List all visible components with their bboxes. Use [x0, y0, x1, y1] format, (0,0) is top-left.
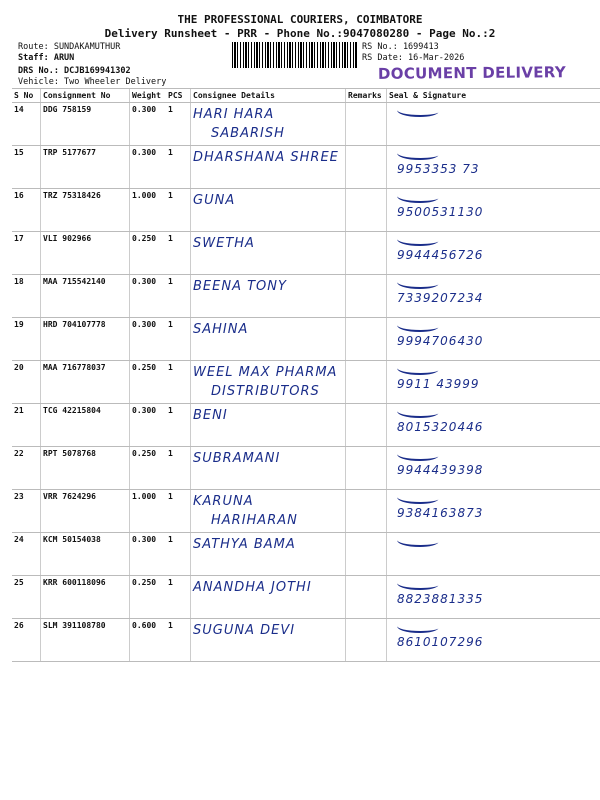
consignee-name-line1: ANANDHA JOTHI	[193, 580, 312, 595]
row-sno: 14	[12, 103, 41, 146]
row-pcs: 1	[166, 619, 191, 662]
row-consignment-no: DDG 758159	[41, 103, 130, 146]
row-signature	[387, 103, 600, 146]
vehicle-label: Vehicle: Two Wheeler Delivery	[18, 77, 167, 87]
row-remarks	[346, 404, 387, 447]
row-weight: 0.250	[130, 447, 167, 490]
table-row	[12, 146, 600, 189]
row-remarks	[346, 275, 387, 318]
row-consignee	[191, 318, 346, 361]
row-weight: 0.300	[130, 318, 167, 361]
row-weight: 1.000	[130, 490, 167, 533]
row-consignment-no: MAA 715542140	[41, 275, 130, 318]
row-sno: 16	[12, 189, 41, 232]
rs-date: RS Date: 16-Mar-2026	[362, 53, 465, 63]
row-sno: 24	[12, 533, 41, 576]
drs-label: DRS No.: DCJB169941302	[18, 66, 131, 76]
table-row	[12, 576, 600, 619]
row-consignment-no: TRP 5177677	[41, 146, 130, 189]
consignee-name-line1: SAHINA	[193, 322, 249, 337]
signature-scribble	[395, 234, 441, 246]
col-weight: Weight	[130, 89, 167, 103]
row-consignment-no: HRD 704107778	[41, 318, 130, 361]
signature-phone: 8015320446	[397, 420, 484, 434]
row-sno: 15	[12, 146, 41, 189]
table-row	[12, 189, 600, 232]
row-signature	[387, 576, 600, 619]
row-signature	[387, 447, 600, 490]
row-consignee	[191, 447, 346, 490]
row-sno: 22	[12, 447, 41, 490]
row-remarks	[346, 189, 387, 232]
row-consignee	[191, 361, 346, 404]
table-row	[12, 533, 600, 576]
signature-scribble	[395, 277, 441, 289]
row-weight: 0.600	[130, 619, 167, 662]
signature-scribble	[395, 148, 441, 160]
table-row	[12, 275, 600, 318]
table-row	[12, 447, 600, 490]
signature-phone: 8610107296	[397, 635, 484, 649]
consignee-name-line2: DISTRIBUTORS	[211, 384, 320, 399]
row-remarks	[346, 361, 387, 404]
row-weight: 0.250	[130, 361, 167, 404]
row-weight: 0.300	[130, 404, 167, 447]
signature-phone: 7339207234	[397, 291, 484, 305]
col-consignee: Consignee Details	[191, 89, 346, 103]
row-pcs: 1	[166, 275, 191, 318]
row-signature	[387, 533, 600, 576]
table-row	[12, 318, 600, 361]
row-sno: 19	[12, 318, 41, 361]
row-remarks	[346, 318, 387, 361]
row-consignee	[191, 232, 346, 275]
signature-scribble	[395, 363, 441, 375]
consignee-name-line1: HARI HARA	[193, 107, 275, 122]
signature-phone: 9944439398	[397, 463, 484, 477]
document-delivery-stamp: DOCUMENT DELIVERY	[377, 63, 567, 83]
row-consignment-no: TRZ 75318426	[41, 189, 130, 232]
row-sno: 18	[12, 275, 41, 318]
table-row	[12, 619, 600, 662]
row-weight: 0.250	[130, 232, 167, 275]
row-sno: 23	[12, 490, 41, 533]
row-consignment-no: VLI 902966	[41, 232, 130, 275]
consignee-name-line1: SUBRAMANI	[193, 451, 281, 466]
row-signature	[387, 404, 600, 447]
signature-phone: 9953353 73	[397, 162, 480, 176]
row-weight: 0.300	[130, 275, 167, 318]
row-remarks	[346, 576, 387, 619]
route-label: Route: SUNDAKAMUTHUR	[18, 42, 121, 52]
consignee-name-line1: BEENA TONY	[193, 279, 287, 294]
row-consignee	[191, 404, 346, 447]
row-consignment-no: MAA 716778037	[41, 361, 130, 404]
signature-scribble	[395, 191, 441, 203]
row-remarks	[346, 447, 387, 490]
row-pcs: 1	[166, 189, 191, 232]
signature-phone: 8823881335	[397, 592, 484, 606]
signature-scribble	[395, 535, 441, 547]
consignee-name-line1: SATHYA BAMA	[193, 537, 296, 552]
row-consignee	[191, 576, 346, 619]
row-consignee	[191, 490, 346, 533]
signature-scribble	[395, 492, 441, 504]
signature-phone: 9500531130	[397, 205, 484, 219]
row-remarks	[346, 232, 387, 275]
signature-scribble	[395, 449, 441, 461]
row-weight: 0.300	[130, 103, 167, 146]
row-pcs: 1	[166, 146, 191, 189]
consignee-name-line1: DHARSHANA SHREE	[193, 150, 339, 165]
staff-label: Staff: ARUN	[18, 53, 75, 63]
row-consignment-no: TCG 42215804	[41, 404, 130, 447]
runsheet-table	[12, 88, 600, 662]
consignee-name-line1: BENI	[193, 408, 228, 423]
col-remarks: Remarks	[346, 89, 387, 103]
row-pcs: 1	[166, 318, 191, 361]
row-remarks	[346, 490, 387, 533]
row-consignee	[191, 275, 346, 318]
row-sno: 21	[12, 404, 41, 447]
consignee-name-line2: HARIHARAN	[211, 513, 298, 528]
consignee-name-line1: WEEL MAX PHARMA	[193, 365, 338, 380]
row-consignment-no: KRR 600118096	[41, 576, 130, 619]
col-consignment: Consignment No	[41, 89, 130, 103]
signature-scribble	[395, 105, 441, 117]
table-header-row	[12, 89, 600, 103]
signature-scribble	[395, 406, 441, 418]
row-sno: 26	[12, 619, 41, 662]
consignee-name-line1: SUGUNA DEVI	[193, 623, 296, 638]
signature-phone: 9994706430	[397, 334, 484, 348]
signature-phone: 9944456726	[397, 248, 484, 262]
col-sno: S No	[12, 89, 41, 103]
consignee-name-line1: KARUNA	[193, 494, 254, 509]
col-pcs: PCS	[166, 89, 191, 103]
row-consignment-no: SLM 391108780	[41, 619, 130, 662]
consignee-name-line1: SWETHA	[193, 236, 255, 251]
row-remarks	[346, 146, 387, 189]
signature-scribble	[395, 578, 441, 590]
signature-phone: 9384163873	[397, 506, 484, 520]
row-pcs: 1	[166, 490, 191, 533]
row-signature	[387, 146, 600, 189]
row-signature	[387, 318, 600, 361]
table-row	[12, 361, 600, 404]
row-remarks	[346, 619, 387, 662]
row-signature	[387, 232, 600, 275]
row-sno: 17	[12, 232, 41, 275]
row-signature	[387, 275, 600, 318]
row-pcs: 1	[166, 447, 191, 490]
company-title: THE PROFESSIONAL COURIERS, COIMBATORE	[177, 13, 423, 26]
row-signature	[387, 189, 600, 232]
row-consignee	[191, 533, 346, 576]
runsheet-subtitle: Delivery Runsheet - PRR - Phone No.:9047080280 - Page No.:2	[104, 27, 496, 40]
row-weight: 1.000	[130, 189, 167, 232]
row-consignment-no: VRR 7624296	[41, 490, 130, 533]
table-row	[12, 103, 600, 146]
row-sno: 20	[12, 361, 41, 404]
table-row	[12, 404, 600, 447]
row-signature	[387, 361, 600, 404]
row-sno: 25	[12, 576, 41, 619]
row-weight: 0.250	[130, 576, 167, 619]
signature-scribble	[395, 320, 441, 332]
table-row	[12, 232, 600, 275]
row-pcs: 1	[166, 232, 191, 275]
row-signature	[387, 619, 600, 662]
row-consignee	[191, 146, 346, 189]
signature-scribble	[395, 621, 441, 633]
row-weight: 0.300	[130, 533, 167, 576]
row-pcs: 1	[166, 533, 191, 576]
consignee-name-line2: SABARISH	[211, 126, 285, 141]
table-row	[12, 490, 600, 533]
row-consignee	[191, 189, 346, 232]
signature-phone: 9911 43999	[397, 377, 480, 391]
consignee-name-line1: GUNA	[193, 193, 236, 208]
rs-number: RS No.: 1699413	[362, 42, 439, 52]
barcode	[232, 42, 358, 68]
row-consignee	[191, 103, 346, 146]
row-weight: 0.300	[130, 146, 167, 189]
row-consignment-no: KCM 50154038	[41, 533, 130, 576]
col-seal-signature: Seal & Signature	[387, 89, 600, 103]
row-remarks	[346, 103, 387, 146]
row-pcs: 1	[166, 576, 191, 619]
row-consignment-no: RPT 5078768	[41, 447, 130, 490]
row-remarks	[346, 533, 387, 576]
row-pcs: 1	[166, 404, 191, 447]
row-pcs: 1	[166, 361, 191, 404]
row-signature	[387, 490, 600, 533]
row-consignee	[191, 619, 346, 662]
row-pcs: 1	[166, 103, 191, 146]
